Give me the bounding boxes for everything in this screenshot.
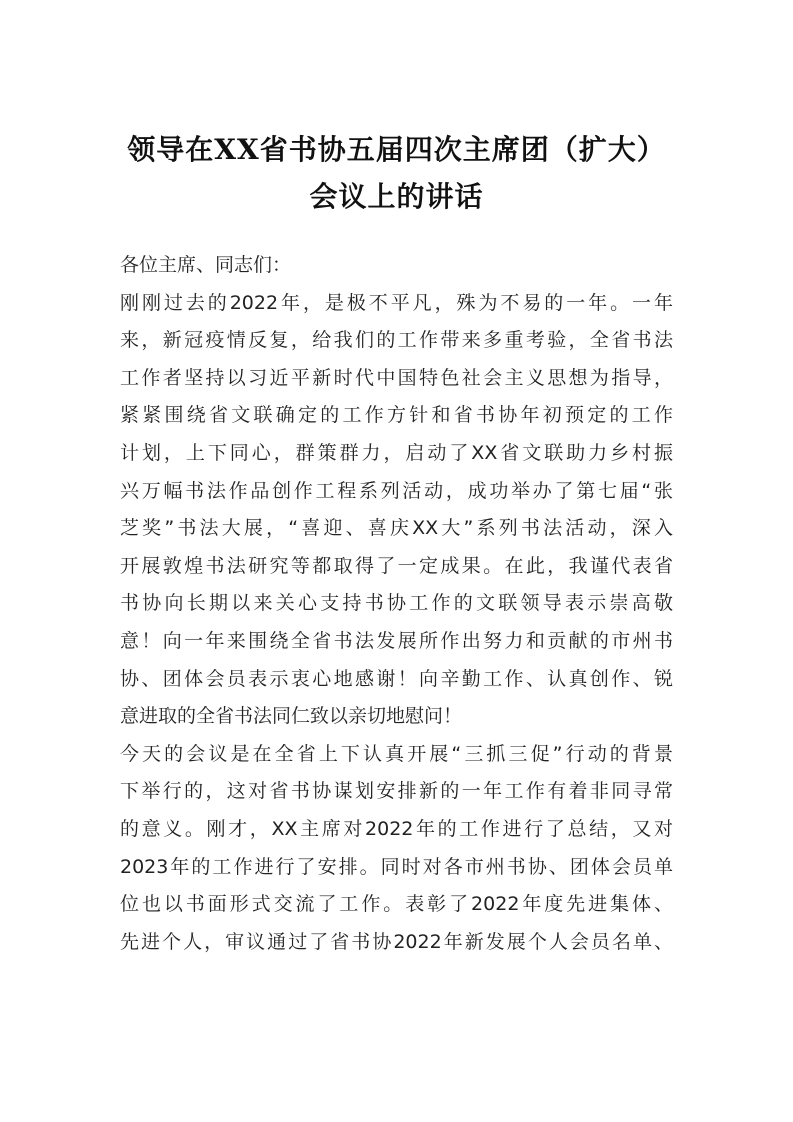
paragraph-1-line: 兴万幅书法作品创作工程系列活动，成功举办了第七届“张 (120, 479, 673, 502)
paragraph-1-line: 开展敦煌书法研究等都取得了一定成果。在此，我谨代表省 (120, 554, 673, 577)
paragraph-1-line: 计划，上下同心，群策群力，启动了XX省文联助力乡村振 (120, 441, 673, 464)
paragraph-2-line: 下举行的，这对省书协谋划安排新的一年工作有着非同寻常 (120, 780, 673, 803)
document-title-line-2: 会议上的讲话 (309, 180, 484, 213)
paragraph-1-line: 刚刚过去的2022年，是极不平凡，殊为不易的一年。一年 (120, 291, 673, 314)
paragraph-2-line: 今天的会议是在全省上下认真开展“三抓三促”行动的背景 (120, 742, 673, 765)
paragraph-2-line: 的意义。刚才，XX主席对2022年的工作进行了总结，又对 (120, 817, 673, 840)
greeting: 各位主席、同志们： (120, 254, 292, 276)
paragraph-1-line: 芝奖”书法大展，“喜迎、喜庆XX大”系列书法活动，深入 (120, 517, 673, 540)
paragraph-1-line: 紧紧围绕省文联确定的工作方针和省书协年初预定的工作 (120, 404, 673, 427)
paragraph-2-line: 2023年的工作进行了安排。同时对各市州书协、团体会员单 (120, 855, 673, 878)
paragraph-1-line: 意！向一年来围绕全省书法发展所作出努力和贡献的市州书 (120, 629, 673, 652)
paragraph-1-line: 书协向长期以来关心支持书协工作的文联领导表示崇高敬 (120, 592, 673, 615)
paragraph-2-line: 先进个人，审议通过了省书协2022年新发展个人会员名单、 (120, 930, 673, 953)
document-title-line-1: 领导在XX省书协五届四次主席团（扩大） (127, 133, 666, 166)
paragraph-1-line: 意进取的全省书法同仁致以亲切地慰问！ (120, 705, 463, 728)
document-body (120, 247, 673, 961)
paragraph-1-line: 工作者坚持以习近平新时代中国特色社会主义思想为指导， (120, 366, 673, 389)
paragraph-2-line: 位也以书面形式交流了工作。表彰了2022年度先进集体、 (120, 893, 673, 916)
paragraph-1-line: 来，新冠疫情反复，给我们的工作带来多重考验，全省书法 (120, 329, 673, 352)
paragraph-1-line: 协、团体会员表示衷心地感谢！向辛勤工作、认真创作、锐 (120, 667, 673, 690)
